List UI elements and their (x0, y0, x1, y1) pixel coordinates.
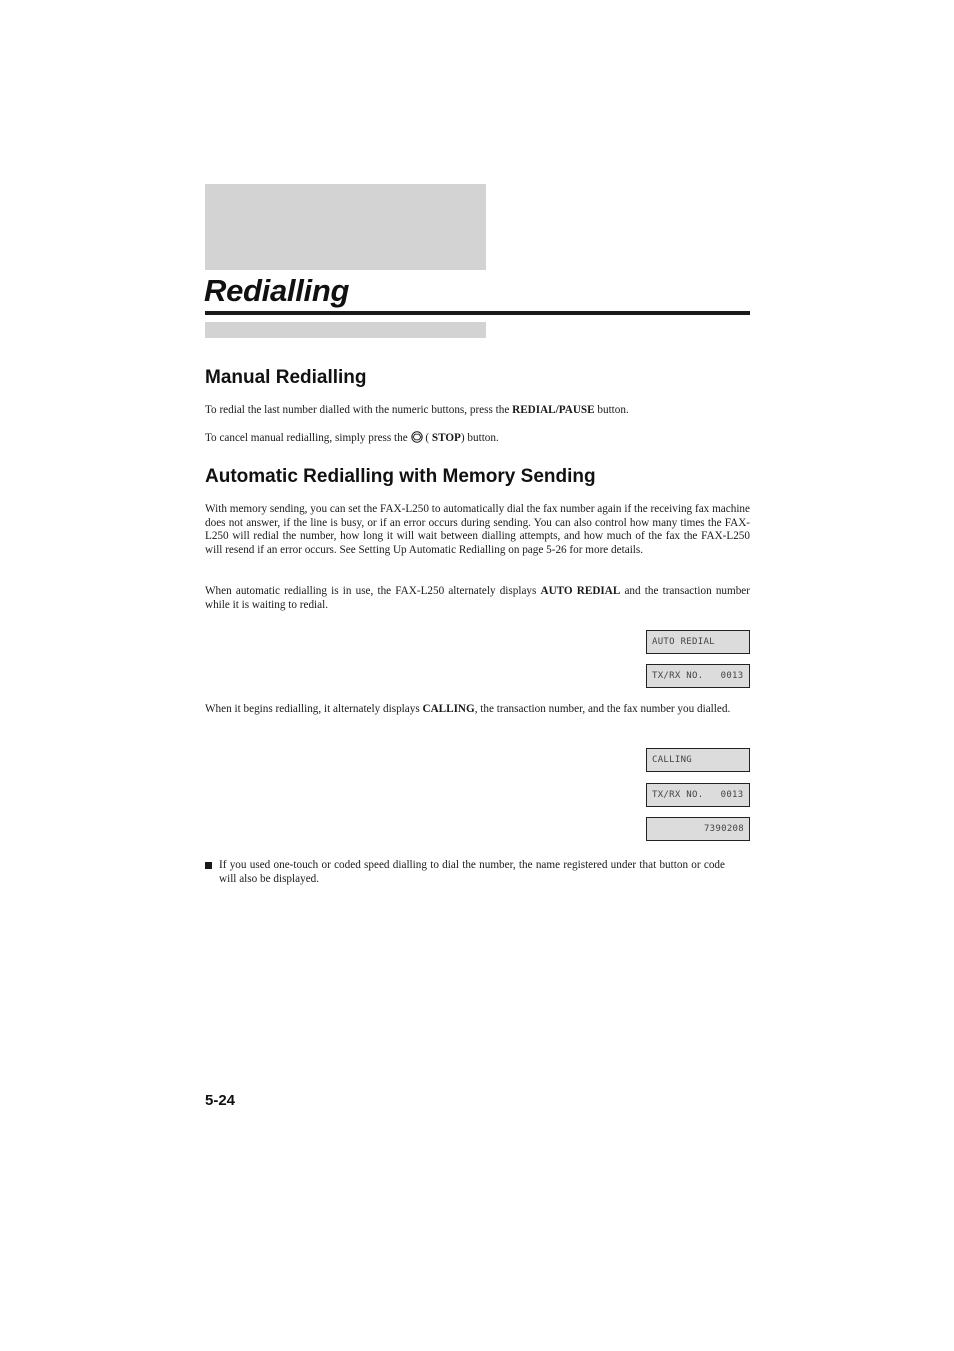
redial-pause-button-label: REDIAL/PAUSE (512, 404, 595, 416)
manual-p1-text: To redial the last number dialled with the numeric buttons, press the (205, 404, 513, 416)
manual-p2-end: ) button. (460, 432, 499, 444)
manual-p1-end: button. (594, 404, 629, 416)
calling-label: CALLING (422, 703, 475, 715)
auto-p3-text: When it begins redialling, it alternately displays (205, 703, 423, 715)
square-bullet-icon (205, 862, 212, 869)
stop-button-label: STOP (431, 432, 461, 444)
auto-p2-text: When automatic redialling is in use, the FAX-L250 alternately displays (205, 585, 541, 597)
auto-paragraph-2 (205, 585, 750, 612)
lcd-auto-redial: AUTO REDIAL (646, 630, 750, 654)
auto-paragraph-3 (205, 703, 750, 717)
note-text: If you used one-touch or coded speed dialling to dial the number, the name registered under that button or code will also be displayed. (219, 859, 725, 885)
header-gray-strip (205, 322, 486, 338)
lcd-fax-number: 7390208 (646, 817, 750, 841)
manual-p2-paren: ( (422, 432, 432, 444)
lcd-calling: CALLING (646, 748, 750, 772)
lcd-txrx-number-2: TX/RX NO. 0013 (646, 783, 750, 807)
auto-paragraph-1: With memory sending, you can set the FAX-L250 to automatically dial the fax number again if the receiving fax machine does not answer, if the line is busy, or if an error occurs during sending. You can also control how many times the FAX-L250 will redial the number, how long it will wait between dialling attempts, and how much of the fax the FAX-L250 will resend if an error occurs. See Setting Up Automatic Redialling on page 5-26 for more details. (205, 503, 750, 557)
auto-redial-label: AUTO REDIAL (540, 585, 621, 597)
manual-p2-text: To cancel manual redialling, simply press the (205, 432, 411, 444)
lcd-txrx-number-1: TX/RX NO. 0013 (646, 664, 750, 688)
manual-paragraph-2 (205, 431, 750, 446)
manual-paragraph-1 (205, 404, 750, 418)
title-rule (205, 311, 750, 315)
auto-p3-end: , the transaction number, and the fax number you dialled. (474, 703, 731, 715)
manual-redialling-heading: Manual Redialling (205, 367, 367, 388)
header-gray-block (205, 184, 486, 270)
auto-p2-end: and the transaction number while it is waiting to redial. (205, 585, 750, 611)
stop-button-icon (411, 431, 423, 443)
page-number: 5-24 (205, 1092, 236, 1109)
page-title: Redialling (204, 273, 350, 308)
automatic-redialling-heading: Automatic Redialling with Memory Sending (205, 466, 596, 487)
